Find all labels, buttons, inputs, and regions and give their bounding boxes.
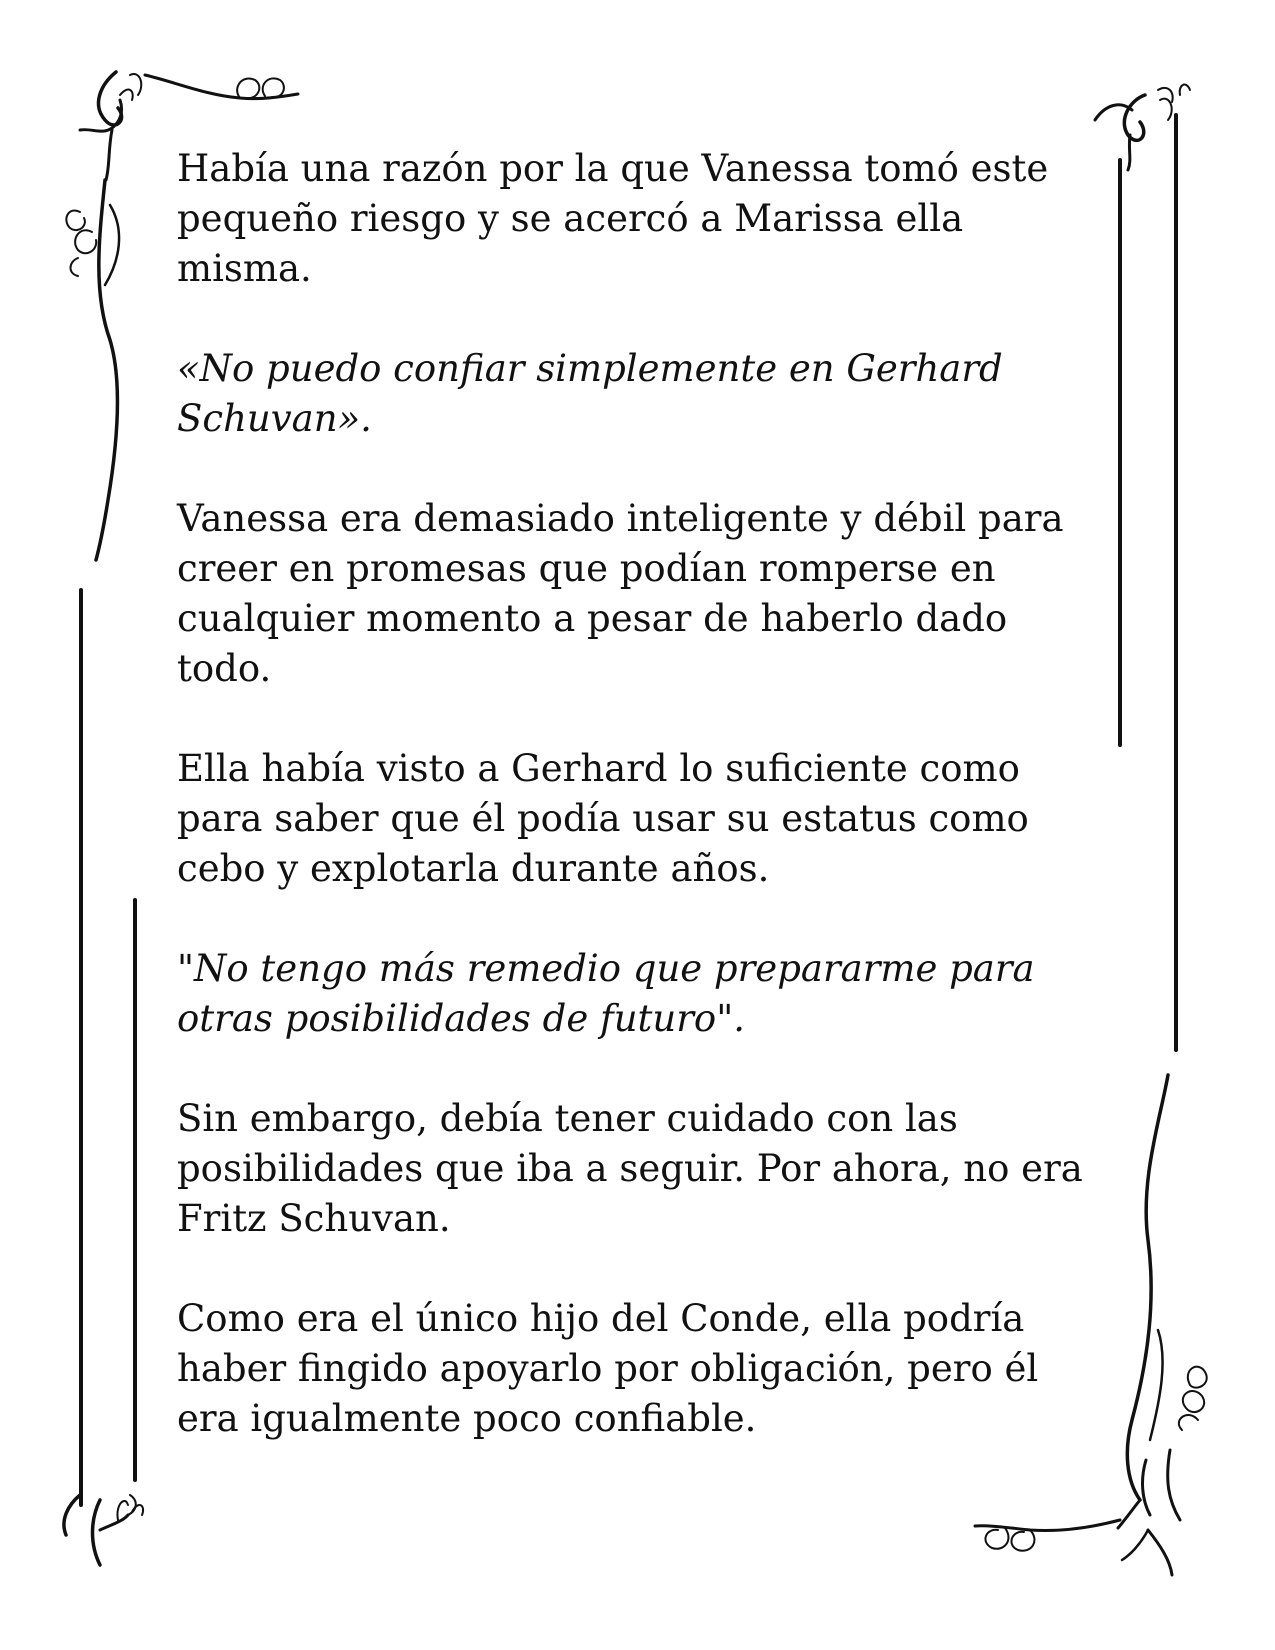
paragraph-quote: "No tengo más remedio que prepararme para otras posibilidades de futuro". [177,947,1035,1040]
paragraph-quote: «No puedo confiar simplemente en Gerhard Schuvan». [177,347,1003,440]
paragraph: Como era el único hijo del Conde, ella podría haber fingido apoyarlo por obligación, pero él era igualmente poco confiable. [177,1297,1039,1440]
document-body [177,144,1107,1494]
paragraph: Ella había visto a Gerhard lo suficiente como para saber que él podía usar su estatus como cebo y explotarla durante años. [177,747,1029,890]
corner-flourish-bottom-left-icon [64,1495,143,1565]
paragraph: Había una razón por la que Vanessa tomó este pequeño riesgo y se acercó a Marissa ella misma. [177,147,1049,290]
paragraph: Vanessa era demasiado inteligente y débil para creer en promesas que podían romperse en cualquier momento a pesar de haberlo dado todo. [177,497,1064,690]
paragraph: Sin embargo, debía tener cuidado con las posibilidades que iba a seguir. Por ahora, no era Fritz Schuvan. [177,1097,1083,1240]
